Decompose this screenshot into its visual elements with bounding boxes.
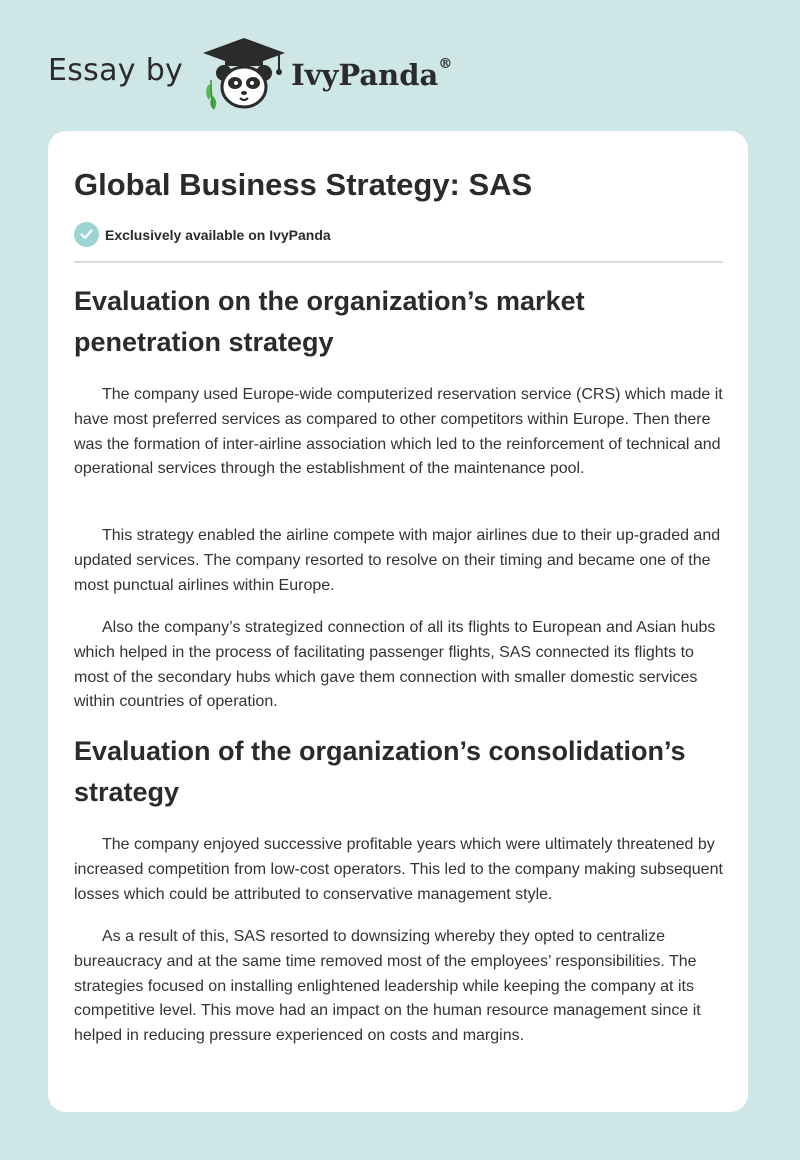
essay-by-label: Essay by [48, 52, 184, 88]
check-icon [74, 222, 99, 247]
article-card [48, 131, 748, 1112]
paragraph: The company used Europe-wide computerized reservation service (CRS) which made it have most preferred services as compared to other competitors within Europe. Then there was the formation of inter-airline association which led to the reinforcement of technical and operational services through the establishment of the maintenance pool. [74, 386, 723, 478]
site-header [48, 36, 452, 110]
article-title: Global Business Strategy: SAS [74, 167, 533, 202]
brand-text: IvyPanda [291, 58, 439, 92]
registered-mark: ® [438, 56, 453, 72]
brand-name [291, 58, 452, 92]
badge-text: Exclusively available on IvyPanda [105, 226, 331, 243]
section-heading: Evaluation on the organization’s market penetration strategy [74, 286, 585, 357]
panda-graduate-icon[interactable] [201, 36, 287, 110]
exclusive-badge [74, 222, 331, 247]
divider [74, 261, 723, 263]
paragraph: As a result of this, SAS resorted to downsizing whereby they opted to centralize bureaucracy and at the same time removed most of the employees’ responsibilities. The strategies focused on installing enlightened leadership while keeping the company at its competitive level. This move had an impact on the human resource management since it helped in reducing pressure experienced on costs and margins. [74, 928, 701, 1045]
paragraph: Also the company’s strategized connection of all its flights to European and Asian hubs which helped in the process of facilitating passenger flights, SAS connected its flights to most of the secondary hubs which gave them connection with smaller domestic services within countries of operation. [74, 619, 716, 711]
section-heading: Evaluation of the organization’s consolidation’s strategy [74, 736, 686, 807]
paragraph: The company enjoyed successive profitable years which were ultimately threatened by increased competition from low-cost operators. This led to the company making subsequent losses which could be attributed to conservative management style. [74, 836, 723, 903]
paragraph: This strategy enabled the airline compete with major airlines due to their up-graded and updated services. The company resorted to resolve on their timing and became one of the most punctual airlines within Europe. [74, 527, 721, 594]
